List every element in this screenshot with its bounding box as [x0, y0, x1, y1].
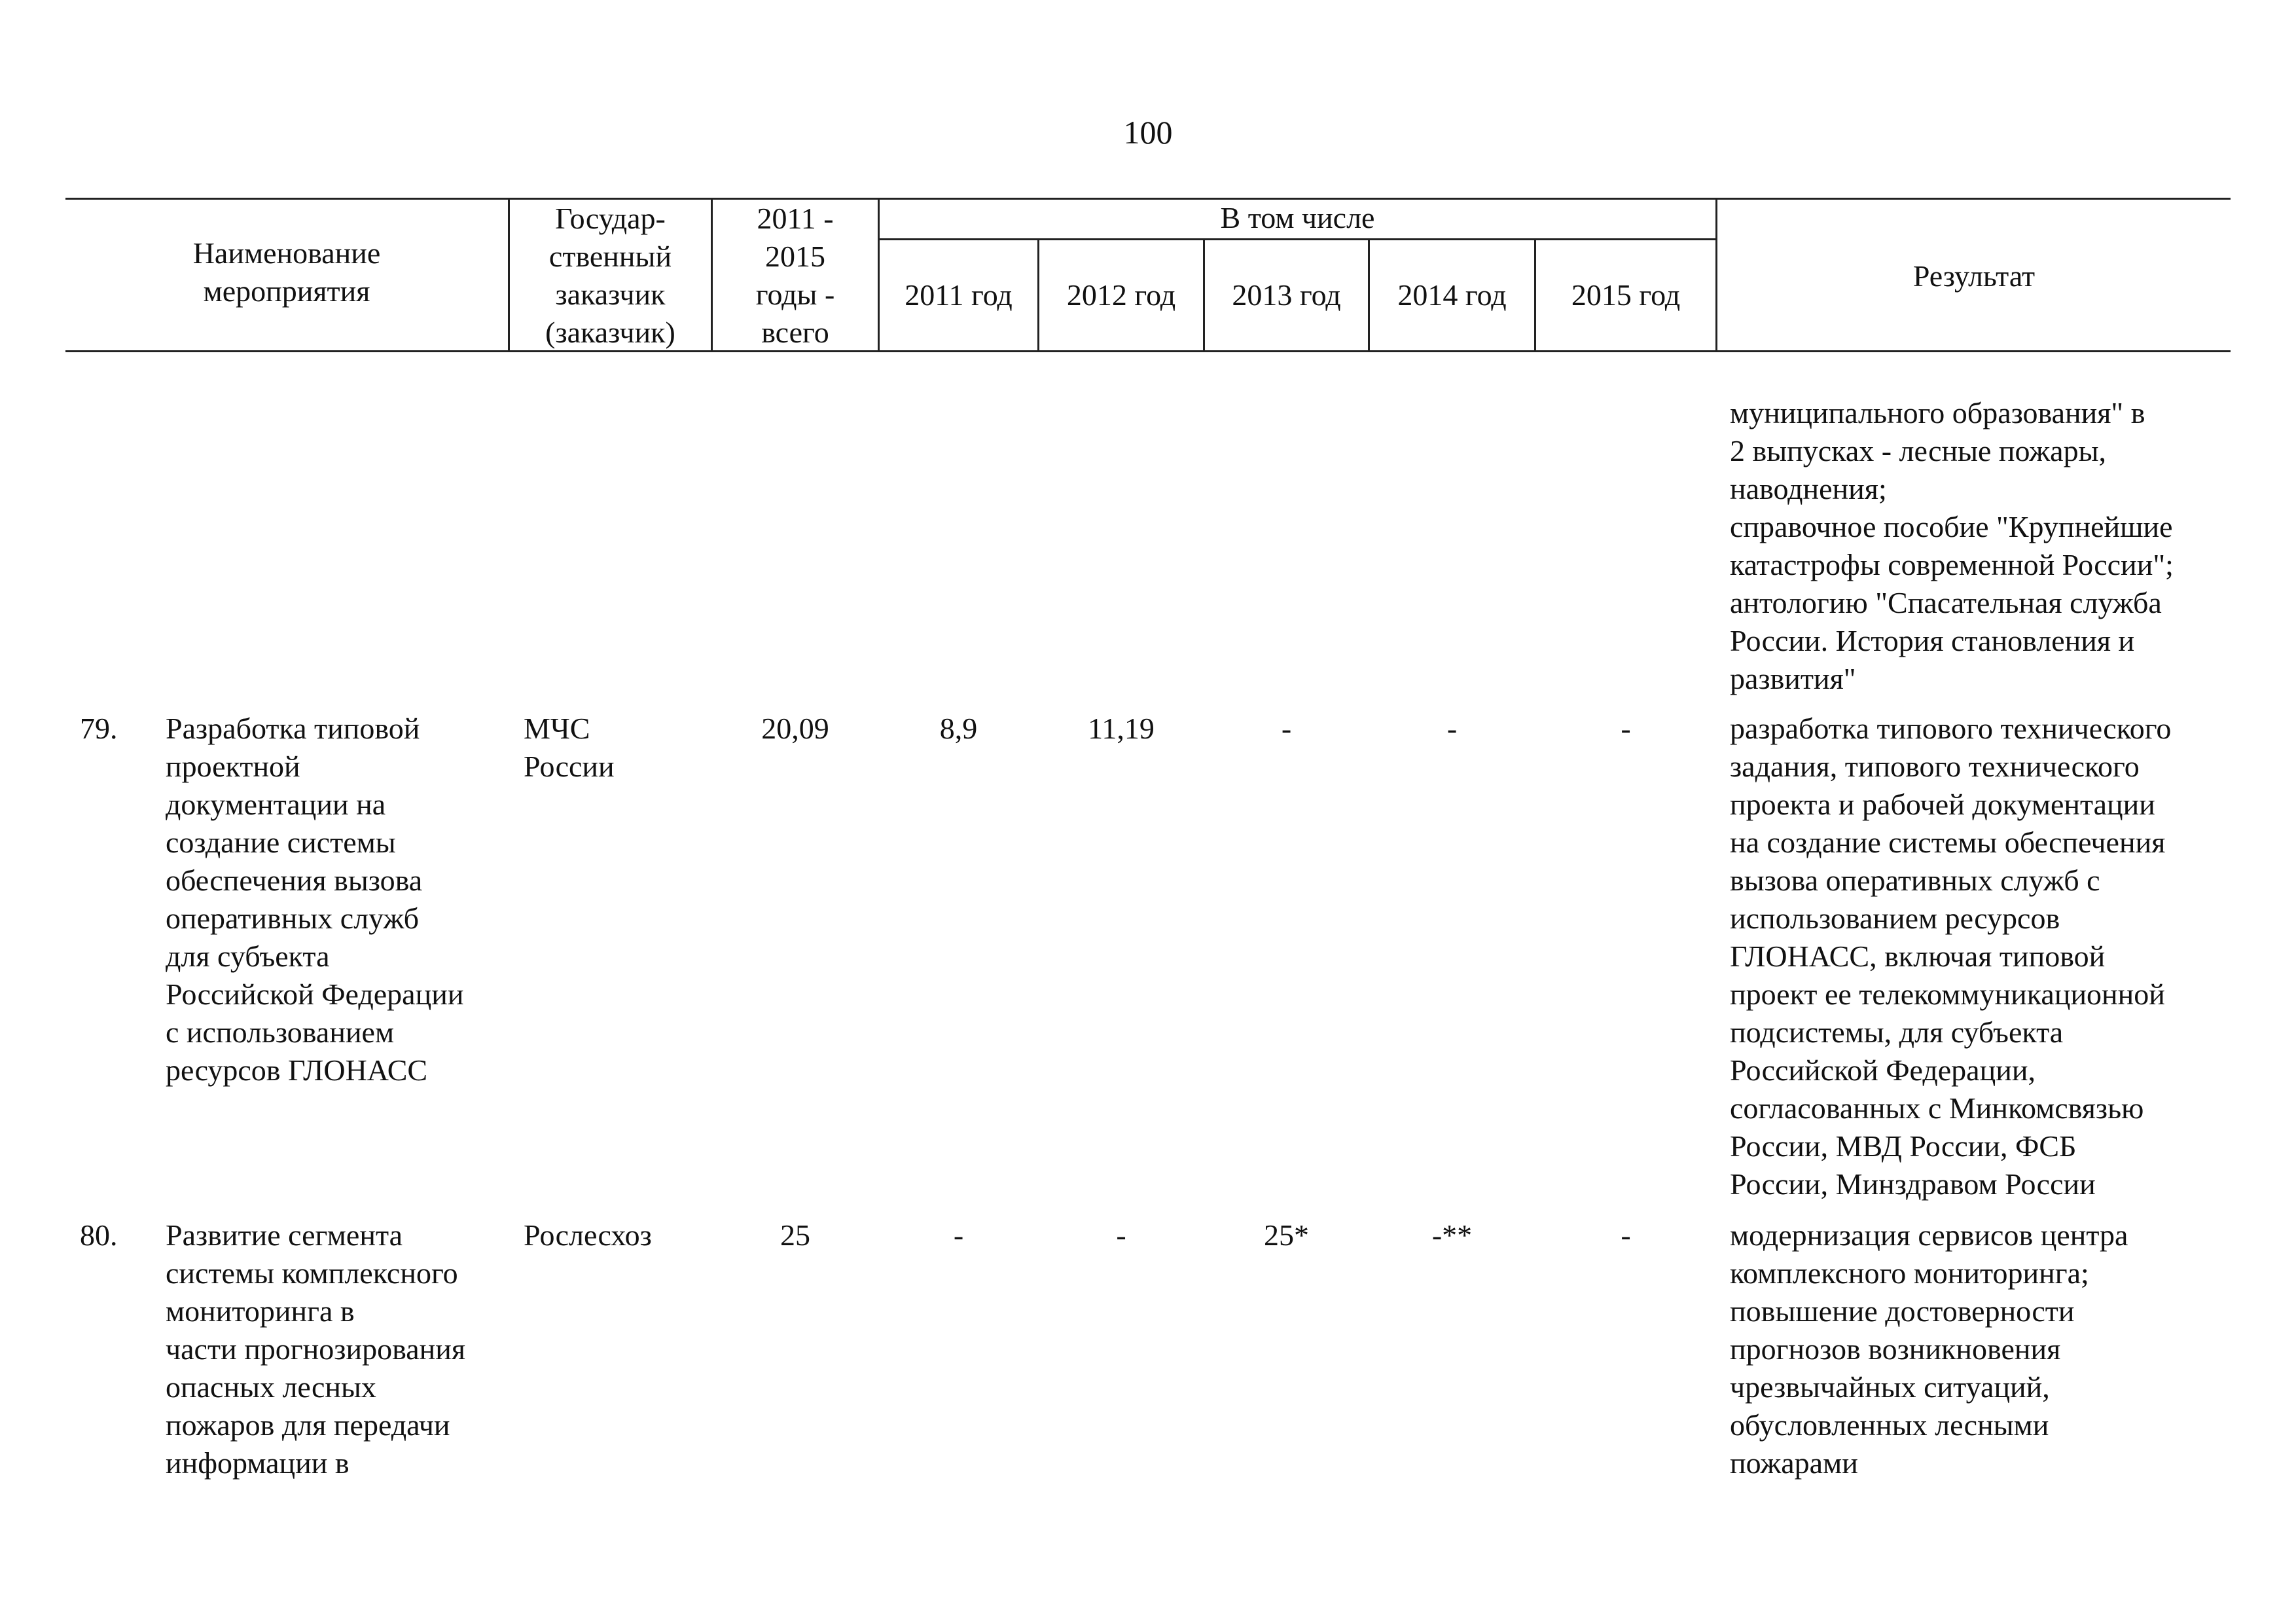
row-80-2015: - [1621, 1218, 1631, 1252]
row-79-name: Разработка типовой проектной документации на создание системы обеспечения вызова оперативных служб для субъекта Российской Федерации с использованием ресурсов ГЛОНАСС [166, 712, 464, 1087]
including-rule [880, 238, 1717, 240]
header-year-2011: 2011 год [905, 278, 1013, 312]
continuation-result: муниципального образования" в 2 выпусках - лесные пожары, наводнения; справочное пособие "Крупнейшие катастрофы современной России"; антологию "Спасательная служба России. История становления и развития" [1730, 396, 2174, 695]
row-79-customer: МЧС России [524, 712, 615, 783]
row-80-2011: - [953, 1218, 964, 1252]
header-name: Наименование мероприятия [192, 236, 381, 308]
page-number: 100 [1123, 114, 1173, 151]
header-year-2012: 2012 год [1066, 278, 1176, 312]
header-bottom-rule [65, 350, 2231, 352]
row-80-customer: Рослесхоз [524, 1218, 652, 1252]
header-year-2015: 2015 год [1571, 278, 1681, 312]
row-80-name: Развитие сегмента системы комплексного мониторинга в части прогнозирования опасных лесных пожаров для передачи информации в [166, 1218, 466, 1480]
row-79-2013: - [1281, 712, 1292, 745]
row-79-2015: - [1621, 712, 1631, 745]
row-79-result: разработка типового технического задания, типового технического проекта и рабочей документации на создание системы обеспечения вызова оперативных служб с использованием ресурсов ГЛОНАСС, включая типовой проект ее телекоммуникационной подсистемы, для субъекта Российской Федерации, согласованных с Минкомсвязью России, МВД России, ФСБ России, Минздравом России [1730, 712, 2172, 1201]
row-80-total: 25 [780, 1218, 810, 1252]
header-year-2014: 2014 год [1397, 278, 1507, 312]
header-customer: Государ- ственный заказчик (заказчик) [545, 202, 675, 349]
row-80-result: модернизация сервисов центра комплексного мониторинга; повышение достоверности прогнозов возникновения чрезвычайных ситуаций, обусловленных лесными пожарами [1730, 1218, 2128, 1480]
row-79-2012: 11,19 [1088, 712, 1155, 745]
header-year-2013: 2013 год [1232, 278, 1341, 312]
row-80-2012: - [1116, 1218, 1126, 1252]
row-79-total: 20,09 [761, 712, 829, 745]
row-80-2014: -** [1431, 1218, 1473, 1252]
row-80-2013: 25* [1264, 1218, 1309, 1252]
header-including: В том числе [1220, 201, 1375, 234]
row-79-2011: 8,9 [939, 712, 978, 745]
header-total: 2011 - 2015 годы - всего [755, 202, 835, 349]
header-result: Результат [1912, 259, 2036, 293]
row-79-2014: - [1446, 712, 1458, 745]
row-79-num: 79. [80, 712, 118, 745]
row-80-num: 80. [80, 1218, 118, 1252]
